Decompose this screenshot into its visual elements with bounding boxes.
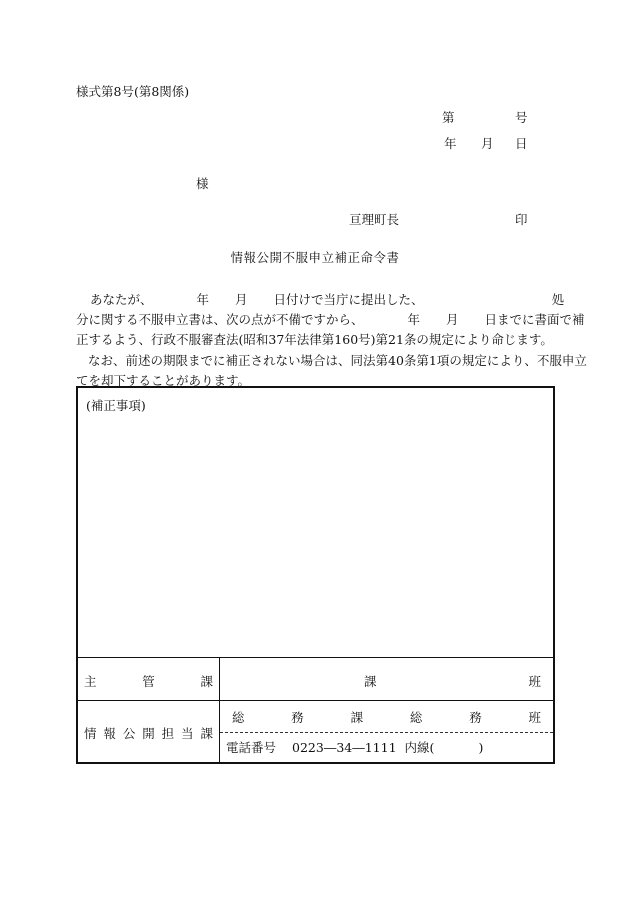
char: 管 — [142, 674, 155, 689]
info-dept-label-cell — [78, 700, 220, 762]
l1-year: 年 — [196, 292, 210, 307]
l1-text-e: 処 — [551, 292, 565, 307]
char: 班 — [528, 710, 541, 725]
body-line-3: 正するよう、行政不服審査法(昭和37年法律第160号)第21条の規定により命じます。 — [76, 332, 553, 347]
l1-month: 月 — [235, 292, 248, 307]
section-label: 課 — [364, 674, 377, 689]
char: 務 — [469, 710, 482, 725]
phone-number: 0223―34―1111 — [292, 740, 397, 755]
info-dept-value-cell — [220, 700, 553, 762]
char: 課 — [200, 674, 213, 689]
body-line-4 — [76, 351, 587, 369]
char: 主 — [84, 674, 97, 689]
char: 公 — [122, 726, 136, 741]
l1-text-a: あなたが、 — [90, 292, 153, 307]
seal-mark: 印 — [515, 212, 528, 227]
dashed-divider — [220, 732, 553, 733]
body-line-5: てを却下することがあります。 — [76, 373, 251, 388]
body-line-2 — [76, 310, 585, 328]
char: 開 — [142, 726, 155, 741]
l4-text: なお、前述の期限までに補正されない場合は、同法第40条第1項の規定により、不服申立 — [88, 353, 587, 368]
responsible-dept-label-cell — [78, 658, 220, 701]
char: 担 — [161, 726, 175, 741]
char: 報 — [103, 726, 116, 741]
document-title: 情報公開不服申立補正命令書 — [230, 250, 400, 265]
extension-label: 内線( — [404, 740, 435, 755]
l2-year: 年 — [407, 312, 421, 327]
l2-month: 月 — [446, 312, 459, 327]
char: 情 — [84, 726, 97, 741]
l2-text-d: 日までに書面で補 — [484, 312, 585, 327]
doc-number-prefix: 第 — [442, 110, 455, 125]
contact-table — [78, 657, 553, 762]
char: 総 — [409, 710, 423, 725]
date-month-label: 月 — [481, 136, 494, 151]
issuer-title: 亘理町長 — [349, 212, 400, 227]
doc-number-suffix: 号 — [515, 110, 528, 125]
l2-text-a: 分に関する不服申立書は、次の点が不備ですから、 — [76, 312, 364, 327]
date-year-label: 年 — [444, 136, 457, 151]
char: 務 — [291, 710, 304, 725]
char: 課 — [200, 726, 213, 741]
form-number: 様式第8号(第8関係) — [76, 84, 190, 99]
dept-name — [232, 708, 541, 726]
char: 総 — [232, 710, 245, 725]
date-day-label: 日 — [515, 136, 528, 151]
phone-line — [226, 738, 483, 756]
extension-close: ) — [478, 740, 484, 755]
addressee-suffix: 様 — [196, 176, 209, 191]
info-dept-label — [84, 724, 213, 742]
body-line-1 — [76, 290, 564, 308]
char: 当 — [181, 726, 194, 741]
responsible-dept-label — [84, 672, 213, 690]
l1-text-d: 日付けで当庁に提出した、 — [273, 292, 424, 307]
char: 課 — [350, 710, 364, 725]
correction-box — [76, 386, 555, 764]
team-label: 班 — [528, 674, 541, 689]
responsible-dept-value-cell — [220, 658, 553, 701]
phone-label: 電話番号 — [226, 740, 277, 755]
correction-items-label: (補正事項) — [86, 398, 146, 413]
